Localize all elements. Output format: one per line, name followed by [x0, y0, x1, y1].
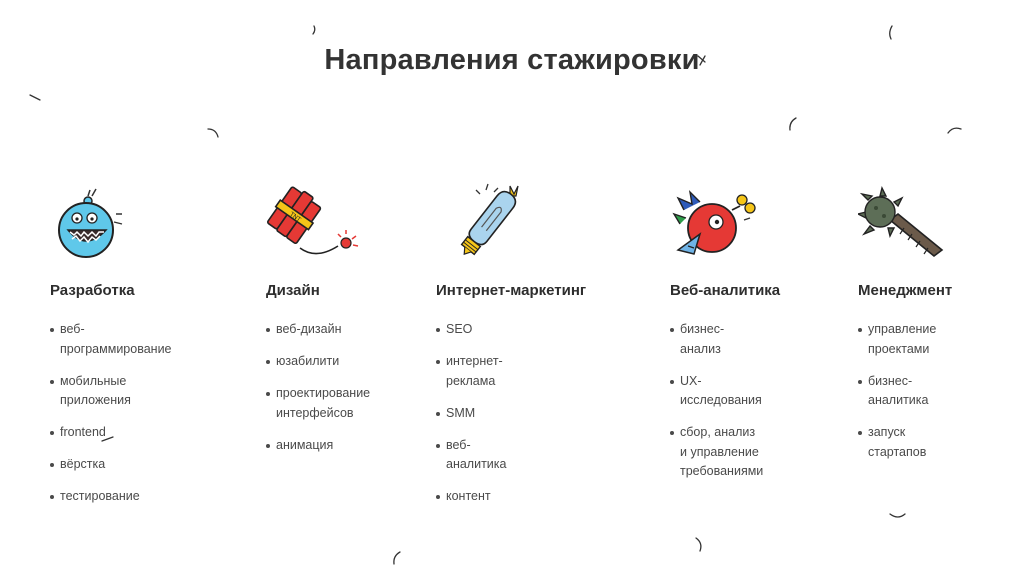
- decor-squiggle-3: [206, 126, 222, 140]
- list-item: юзабилити: [266, 352, 370, 372]
- decor-squiggle-6: [786, 116, 800, 134]
- list-item: веб-аналитика: [436, 436, 506, 475]
- list-item: SMM: [436, 404, 506, 424]
- list-item: frontend: [50, 423, 172, 443]
- lightbulb-icon: [442, 180, 542, 270]
- list-item: управление проектами: [858, 320, 936, 359]
- column-list: [670, 320, 763, 494]
- list-item: вёрстка: [50, 455, 172, 475]
- wind-up-bird-icon: [670, 184, 770, 274]
- column-list: [858, 320, 936, 475]
- column-heading: Интернет-маркетинг: [436, 282, 587, 299]
- dynamite-icon: [266, 186, 366, 276]
- list-item: бизнес-аналитика: [858, 372, 936, 411]
- column-list: [436, 320, 506, 519]
- list-item: запуск стартапов: [858, 423, 936, 462]
- svg-text:TNT: TNT: [288, 210, 302, 224]
- page-title: Направления стажировки: [324, 44, 700, 76]
- decor-squiggle-5: [884, 24, 898, 42]
- list-item: SEO: [436, 320, 506, 340]
- list-item: контент: [436, 487, 506, 507]
- decor-squiggle-7: [946, 124, 964, 138]
- column-list: [50, 320, 172, 519]
- decor-squiggle-11: [888, 510, 908, 522]
- list-item: проектирование интерфейсов: [266, 384, 370, 423]
- column-heading: Веб-аналитика: [670, 282, 781, 299]
- list-item: анимация: [266, 436, 370, 456]
- list-item: мобильные приложения: [50, 372, 172, 411]
- list-item: веб-дизайн: [266, 320, 370, 340]
- column-heading: Менеджмент: [858, 282, 953, 299]
- decor-squiggle-2: [28, 92, 44, 104]
- column-list: [266, 320, 370, 468]
- list-item: UX-исследования: [670, 372, 763, 411]
- list-item: тестирование: [50, 487, 172, 507]
- list-item: веб-программирование: [50, 320, 172, 359]
- column-heading: Разработка: [50, 282, 135, 299]
- decor-squiggle-10: [692, 536, 706, 554]
- list-item: сбор, анализ и управление требованиями: [670, 423, 763, 482]
- decor-squiggle-9: [390, 550, 404, 568]
- column-heading: Дизайн: [266, 282, 320, 299]
- list-item: интернет-реклама: [436, 352, 506, 391]
- decor-squiggle-1: [308, 24, 320, 36]
- mace-icon: [858, 186, 958, 276]
- decor-squiggle-4: [696, 54, 710, 68]
- list-item: бизнес-анализ: [670, 320, 763, 359]
- blue-creature-icon: [50, 186, 150, 276]
